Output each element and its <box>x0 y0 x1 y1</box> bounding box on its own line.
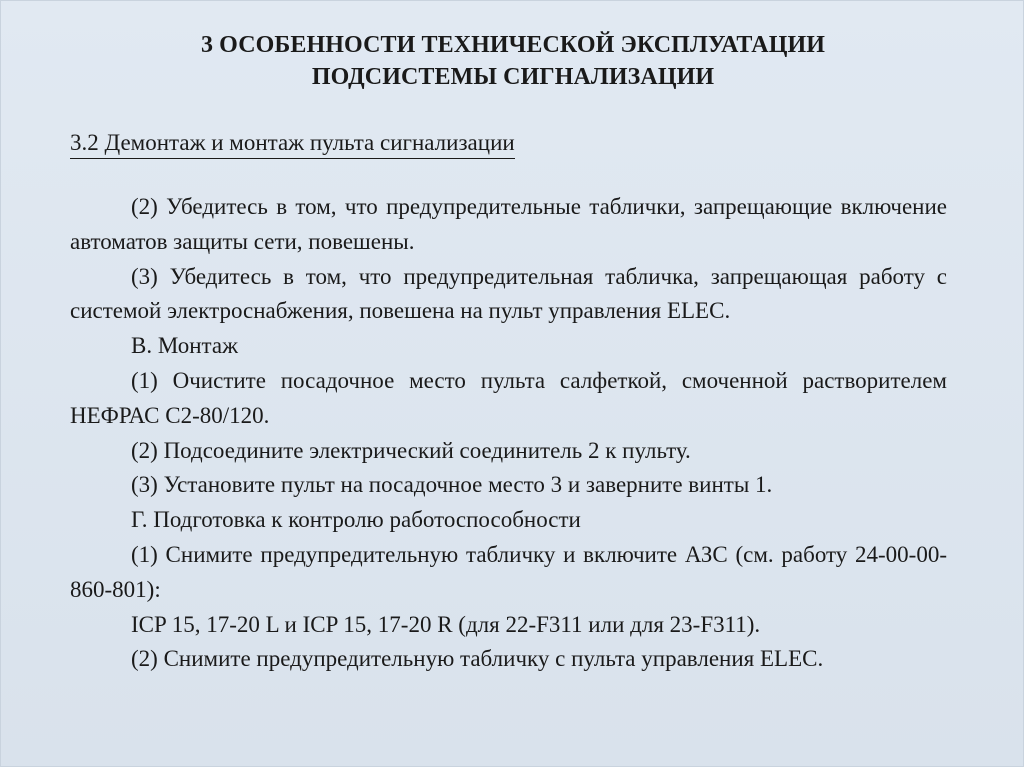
paragraph-preparation-heading: Г. Подготовка к контролю работоспособности <box>131 507 581 533</box>
paragraph-clean-seat: (1) Очистите посадочное место пульта салфеткой, смоченной растворителем НЕФРАС С2-80/120. <box>70 367 947 428</box>
slide-title-line-2: ПОДСИСТЕМЫ СИГНАЛИЗАЦИИ <box>311 64 715 90</box>
paragraph-connect-connector: (2) Подсоедините электрический соединитель 2 к пульту. <box>131 437 691 463</box>
paragraph-check-warning-plates: (2) Убедитесь в том, что предупредительные таблички, запрещающие включение автоматов защиты сети, повешены. <box>70 194 947 254</box>
slide-body <box>70 190 947 677</box>
paragraph-breaker-list: ICP 15, 17-20 L и ICP 15, 17-20 R (для 22-F311 или для 23-F311). <box>131 611 761 637</box>
paragraph-install-panel: (3) Установите пульт на посадочное место 3 и заверните винты 1. <box>131 472 773 498</box>
paragraph-check-power-warning: (3) Убедитесь в том, что предупредительная табличка, запрещающая работу с системой электроснабжения, повешена на пульт управления ELEC. <box>70 263 947 324</box>
paragraph-installation-heading: В. Монтаж <box>131 333 238 359</box>
paragraph-remove-plate-enable-breakers: (1) Снимите предупредительную табличку и включите АЗС (см. работу 24-00-00-860-801): <box>70 541 947 602</box>
paragraph-remove-plate-elec: (2) Снимите предупредительную табличку с пульта управления ELEC. <box>131 646 824 672</box>
slide-title-line-1: 3 ОСОБЕННОСТИ ТЕХНИЧЕСКОЙ ЭКСПЛУАТАЦИИ <box>200 32 826 58</box>
slide-title <box>1 29 1024 93</box>
section-subtitle: 3.2 Демонтаж и монтаж пульта сигнализации <box>70 128 515 159</box>
